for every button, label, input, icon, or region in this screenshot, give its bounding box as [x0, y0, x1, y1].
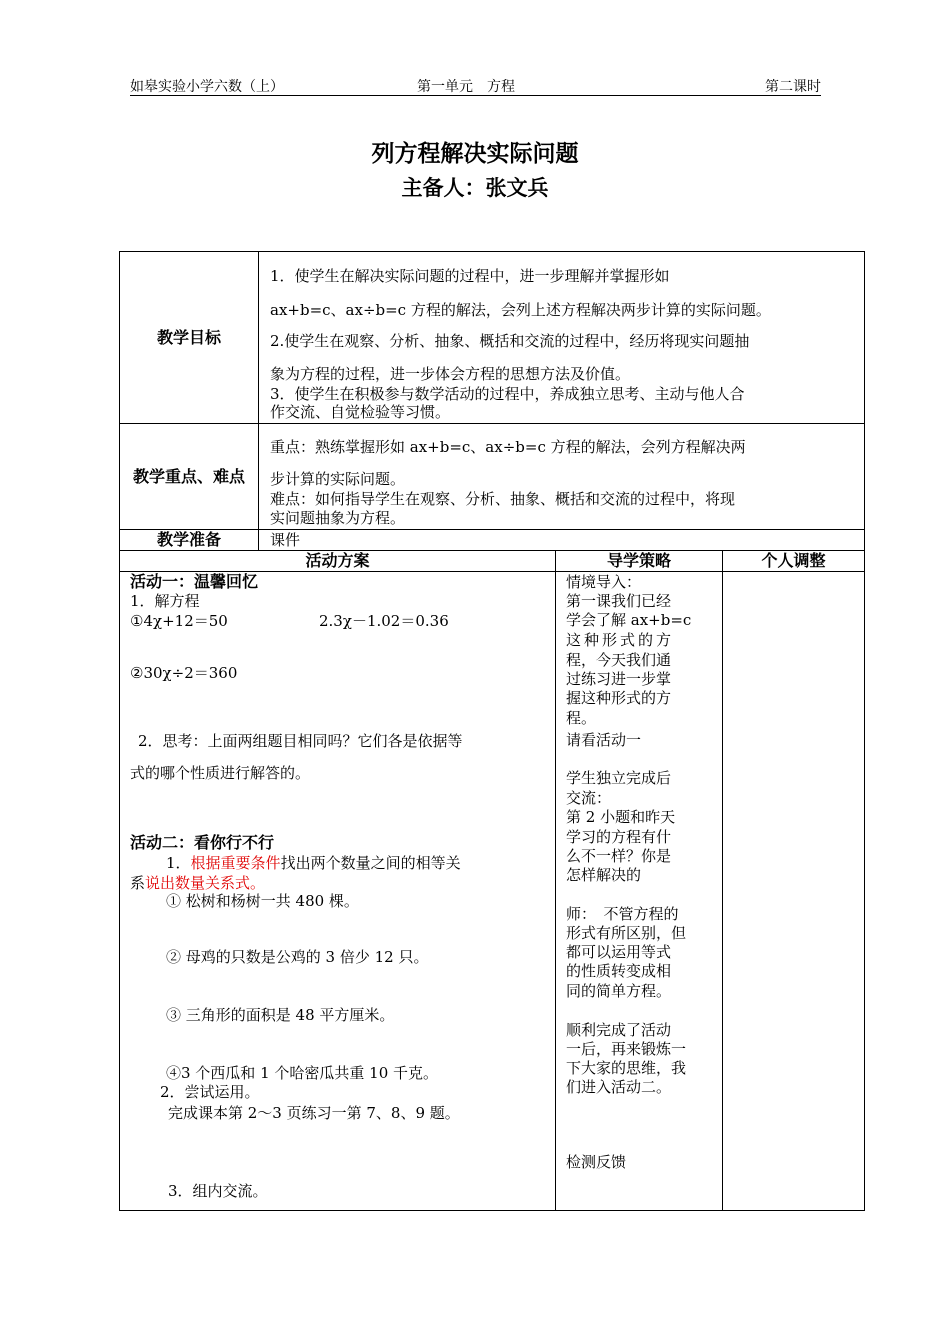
- keypoint-line-2: 步计算的实际问题。: [270, 470, 406, 488]
- relation-highlight: 说出数量关系式。: [145, 874, 266, 892]
- doc-subtitle: 主备人：张文兵: [401, 176, 549, 200]
- strategy-line: 都可以运用等式: [566, 943, 672, 961]
- col-adjust-header: 个人调整: [722, 550, 865, 572]
- strategy-line: 下大家的思维，我: [566, 1059, 687, 1077]
- activity-plan-cell: [119, 571, 556, 1211]
- activity2-title: 活动二：看你行不行: [130, 833, 275, 852]
- strategy-line: 第 2 小题和昨天: [566, 808, 676, 826]
- item-1: ① 松树和杨树一共 480 棵。: [166, 892, 359, 910]
- equation-3: ②30χ÷2＝360: [130, 664, 238, 682]
- strategy-line: 过练习进一步掌: [566, 670, 672, 688]
- strategy-line: 程。: [566, 709, 597, 727]
- strategy-line: 检测反馈: [566, 1153, 627, 1171]
- think-line-1: 2．思考：上面两组题目相同吗？它们各是依据等: [138, 732, 463, 750]
- keypoint-line-3: 难点：如何指导学生在观察、分析、抽象、概括和交流的过程中，将现: [270, 490, 736, 508]
- item-2: ② 母鸡的只数是公鸡的 3 倍少 12 只。: [166, 948, 429, 966]
- strategy-line: 么不一样？你是: [566, 847, 672, 865]
- objective-line-1: 1．使学生在解决实际问题的过程中，进一步理解并掌握形如: [270, 267, 670, 285]
- key-condition-highlight: 根据重要条件: [190, 854, 281, 872]
- strategy-line: 学生独立完成后: [566, 769, 672, 787]
- group-discussion: 3．组内交流。: [168, 1182, 268, 1200]
- strategy-line: 交流：: [566, 789, 612, 807]
- header-right: 第二课时: [765, 79, 821, 95]
- strategy-line: 的性质转变成相: [566, 962, 672, 980]
- strategy-line: 形式有所区别，但: [566, 924, 687, 942]
- strategy-line: 顺利完成了活动: [566, 1021, 672, 1039]
- strategy-line: 第一课我们已经: [566, 592, 672, 610]
- strategy-line: 这种形式的方: [566, 631, 675, 649]
- header-center: 第一单元 方程: [417, 79, 515, 95]
- keypoints-label: 教学重点、难点: [119, 423, 259, 530]
- col-strategy-header: 导学策略: [555, 550, 723, 572]
- strategy-line: 同的简单方程。: [566, 982, 672, 1000]
- strategy-line: 握这种形式的方: [566, 689, 672, 707]
- objective-line-5: 3．使学生在积极参与数学活动的过程中，养成独立思考、主动与他人合: [270, 385, 745, 403]
- prep-cell: [258, 529, 865, 551]
- objective-line-3: 2.使学生在观察、分析、抽象、概括和交流的过程中，经历将现实问题抽: [270, 332, 750, 350]
- keypoints-cell: [258, 423, 865, 530]
- activity2-q1-line-1: 1．根据重要条件找出两个数量之间的相等关: [166, 854, 461, 872]
- objectives-label: 教学目标: [119, 251, 259, 424]
- item-4: ④3 个西瓜和 1 个哈密瓜共重 10 千克。: [166, 1064, 439, 1082]
- doc-title: 列方程解决实际问题: [371, 141, 579, 167]
- strategy-line: 一后，再来锻炼一: [566, 1040, 687, 1058]
- activity2-q1-line-2: 系说出数量关系式。: [130, 874, 266, 892]
- think-line-2: 式的哪个性质进行解答的。: [130, 764, 311, 782]
- strategy-line: 怎样解决的: [566, 866, 642, 884]
- strategy-line: 师： 不管方程的: [566, 905, 679, 923]
- try-detail: 完成课本第 2～3 页练习一第 7、8、9 题。: [168, 1104, 460, 1122]
- strategy-line: 学会了解 ax+b=c: [566, 611, 692, 629]
- strategy-line: 请看活动一: [566, 731, 642, 749]
- adjust-cell[interactable]: [722, 571, 865, 1211]
- item-3: ③ 三角形的面积是 48 平方厘米。: [166, 1006, 395, 1024]
- strategy-line: 们进入活动二。: [566, 1078, 672, 1096]
- running-header: [130, 76, 821, 96]
- activity1-q1: 1．解方程: [130, 592, 200, 610]
- activity1-title: 活动一：温馨回忆: [130, 572, 259, 591]
- strategy-cell: [555, 571, 723, 1211]
- try-heading: 2．尝试运用。: [160, 1083, 260, 1101]
- keypoint-line-4: 实问题抽象为方程。: [270, 509, 406, 527]
- equation-1: ①4χ+12＝50: [130, 612, 228, 630]
- objective-line-4: 象为方程的过程，进一步体会方程的思想方法及价值。: [270, 365, 631, 383]
- strategy-line: 程，今天我们通: [566, 651, 672, 669]
- strategy-line: 情境导入：: [566, 573, 642, 591]
- prep-value: 课件: [270, 531, 301, 549]
- objective-line-2: ax+b=c、ax÷b=c 方程的解法，会列上述方程解决两步计算的实际问题。: [270, 301, 771, 319]
- strategy-line: 学习的方程有什: [566, 828, 672, 846]
- col-plan-header: 活动方案: [119, 550, 556, 572]
- objectives-cell: [258, 251, 865, 424]
- keypoint-line-1: 重点：熟练掌握形如 ax+b=c、ax÷b=c 方程的解法，会列方程解决两: [270, 438, 746, 456]
- objective-line-6: 作交流、自觉检验等习惯。: [270, 403, 451, 421]
- header-left: 如皋实验小学六数（上）: [130, 79, 284, 95]
- prep-label: 教学准备: [119, 529, 259, 551]
- equation-2: 2.3χ－1.02＝0.36: [319, 612, 449, 630]
